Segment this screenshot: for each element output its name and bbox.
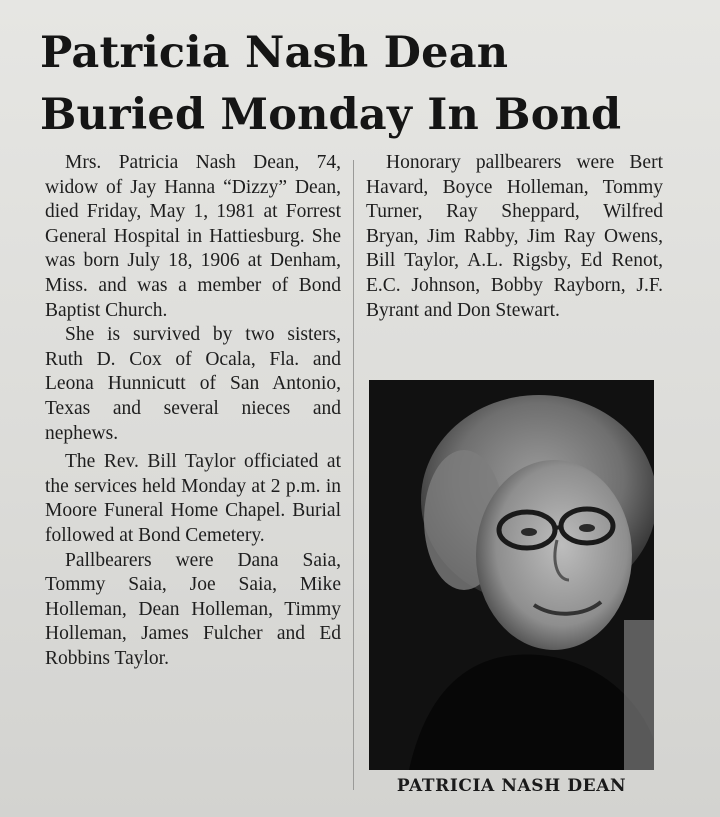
photo-caption: PATRICIA NASH DEAN [396,776,627,796]
left-column [45,151,341,671]
headline [40,22,680,146]
headline-line-1: Patricia Nash Dean [40,28,509,78]
headline-line-2: Buried Monday In Bond [40,90,622,140]
right-column [366,151,663,323]
portrait-illustration [369,380,654,770]
column-divider [353,160,354,790]
portrait-photo [369,380,654,770]
services-paragraph: The Rev. Bill Taylor officiated at the services held Monday at 2 p.m. in Moore Funeral Home Chapel. Burial followed at Bond Cemetery. [45,451,341,546]
obituary-paragraph-1: Mrs. Patricia Nash Dean, 74, widow of Jay Hanna “Dizzy” Dean, died Friday, May 1, 1981 at Forrest General Hospital in Hattiesburg. She was born July 18, 1906 at Denham, Miss. and was a member of Bond Baptist Church. [45,152,341,321]
pallbearers-paragraph: Pallbearers were Dana Saia, Tommy Saia, Joe Saia, Mike Holleman, Dean Holleman, Timmy Holleman, James Fulcher and Ed Robbins Taylor. [45,549,341,669]
survivors-paragraph: She is survived by two sisters, Ruth D. Cox of Ocala, Fla. and Leona Hunnicutt of San Antonio, Texas and several nieces and nephews. [45,324,341,444]
honorary-pallbearers-paragraph: Honorary pallbearers were Bert Havard, Boyce Holleman, Tommy Turner, Ray Sheppard, Wilfred Bryan, Jim Rabby, Jim Ray Owens, Bill Taylor, A.L. Rigsby, Ed Renot, E.C. Johnson, Bobby Rayborn, J.F. Byrant and Don Stewart. [366,152,663,321]
